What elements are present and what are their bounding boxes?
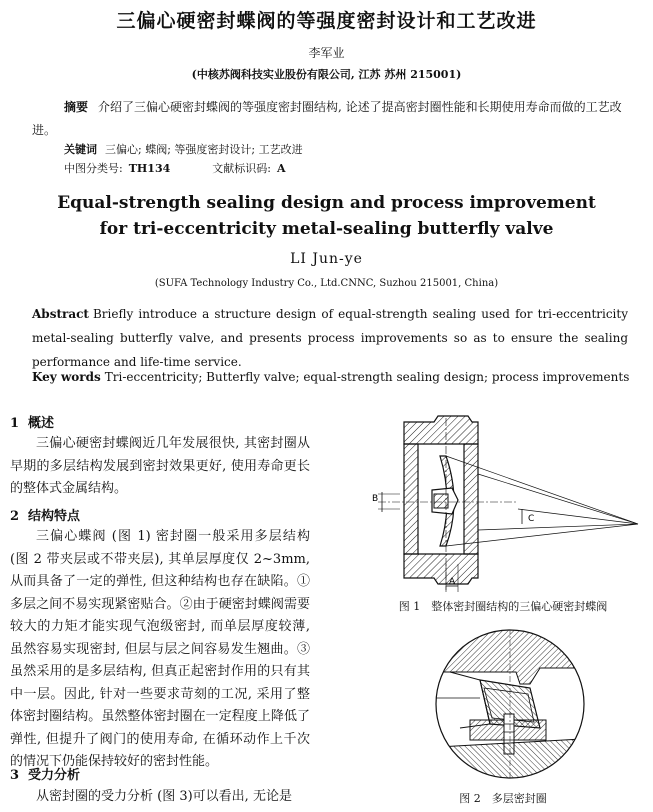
figure-2-drawing <box>420 628 600 780</box>
keywords-en-text: Tri-eccentricity; Butterfly valve; equal-strength sealing design; process improvements <box>104 370 630 384</box>
label-a: A <box>449 577 456 587</box>
abstract-en-label: Abstract <box>32 307 89 321</box>
abstract-en-text: Briefly introduce a structure design of equal-strength sealing used for tri-eccentricity metal-sealing butterfly valve, and presents process improvements so as to ensure the sealing performance and life-time service. <box>32 307 628 369</box>
keywords-en <box>32 370 629 384</box>
paper-title-cn: 三偏心硬密封蝶阀的等强度密封设计和工艺改进 <box>116 10 537 32</box>
section-1-title: 概述 <box>28 416 55 431</box>
doc-value: A <box>276 162 286 175</box>
section-1-paragraph: 三偏心硬密封蝶阀近几年发展很快, 其密封圈从早期的多层结构发展到密封效果更好, 使用寿命更长的整体式金属结构。 <box>10 436 310 496</box>
paper-title-en <box>0 190 653 242</box>
abstract-cn-label: 摘要 <box>64 100 89 114</box>
section-3-heading <box>10 764 80 783</box>
class-label: 中图分类号: <box>64 162 123 175</box>
keywords-en-label: Key words <box>32 370 101 384</box>
paper-title-en-line2: for tri-eccentricity metal-sealing butterfly valve <box>99 219 554 239</box>
figure-1-drawing <box>368 414 646 594</box>
abstract-en <box>32 302 628 374</box>
abstract-cn-text: 介绍了三偏心硬密封蝶阀的等强度密封圈结构, 论述了提高密封圈性能和长期使用寿命而做的工艺改进。 <box>32 100 622 137</box>
author-en: LI Jun-ye <box>290 251 363 267</box>
section-3-title: 受力分析 <box>28 768 81 783</box>
abstract-cn <box>32 96 624 142</box>
affiliation-cn: (中核苏阀科技实业股份有限公司, 江苏 苏州 215001) <box>191 68 462 81</box>
doc-label: 文献标识码: <box>212 162 271 175</box>
section-2-heading <box>10 505 80 524</box>
author-cn: 李军业 <box>308 46 345 60</box>
paper-title-en-line1: Equal-strength sealing design and process improvement <box>57 193 596 213</box>
class-value: TH134 <box>128 162 171 175</box>
label-b: B <box>372 494 379 504</box>
section-1-num: 1 <box>10 416 20 431</box>
keywords-cn-text: 三偏心; 蝶阀; 等强度密封设计; 工艺改进 <box>105 143 303 156</box>
keywords-cn-label: 关键词 <box>64 143 97 156</box>
figure-2-caption: 图 2 多层密封圈 <box>459 792 547 805</box>
section-3-paragraph: 从密封圈的受力分析 (图 3)可以看出, 无论是 <box>36 789 292 804</box>
keywords-cn <box>64 141 303 157</box>
section-2-title: 结构特点 <box>28 509 81 524</box>
section-2-paragraph: 三偏心蝶阀 (图 1) 密封圈一般采用多层结构 (图 2 带夹层或不带夹层), 其单层厚度仅 2~3mm, 从而具备了一定的弹性, 但这种结构也存在缺陷。①多层之间不易实现紧密贴合。②由于硬密封蝶阀需要较大的力矩才能实现气泡级密封, 而单层厚度较薄, 虽然容易实现密封, 但层与层之间容易发生翘曲。③虽然采用的是多层结构, 但真正起密封作用的只有其中一层。因此, 针对一些要求苛刻的工况, 采用了整体密封圈结构。虽然整体密封圈在一定程度上降低了弹性, 但提升了阀门的使用寿命, 在循环动作上千次的情况下仍能保持较好的密封性能。 <box>10 529 310 769</box>
section-2-num: 2 <box>10 509 20 524</box>
section-3-num: 3 <box>10 768 20 783</box>
figure-1-caption: 图 1 整体密封圈结构的三偏心硬密封蝶阀 <box>398 600 608 613</box>
section-1-heading <box>10 412 54 431</box>
classification-line <box>64 160 286 176</box>
affiliation-en: (SUFA Technology Industry Co., Ltd.CNNC, Suzhou 215001, China) <box>154 278 499 289</box>
label-c: C <box>528 514 535 524</box>
